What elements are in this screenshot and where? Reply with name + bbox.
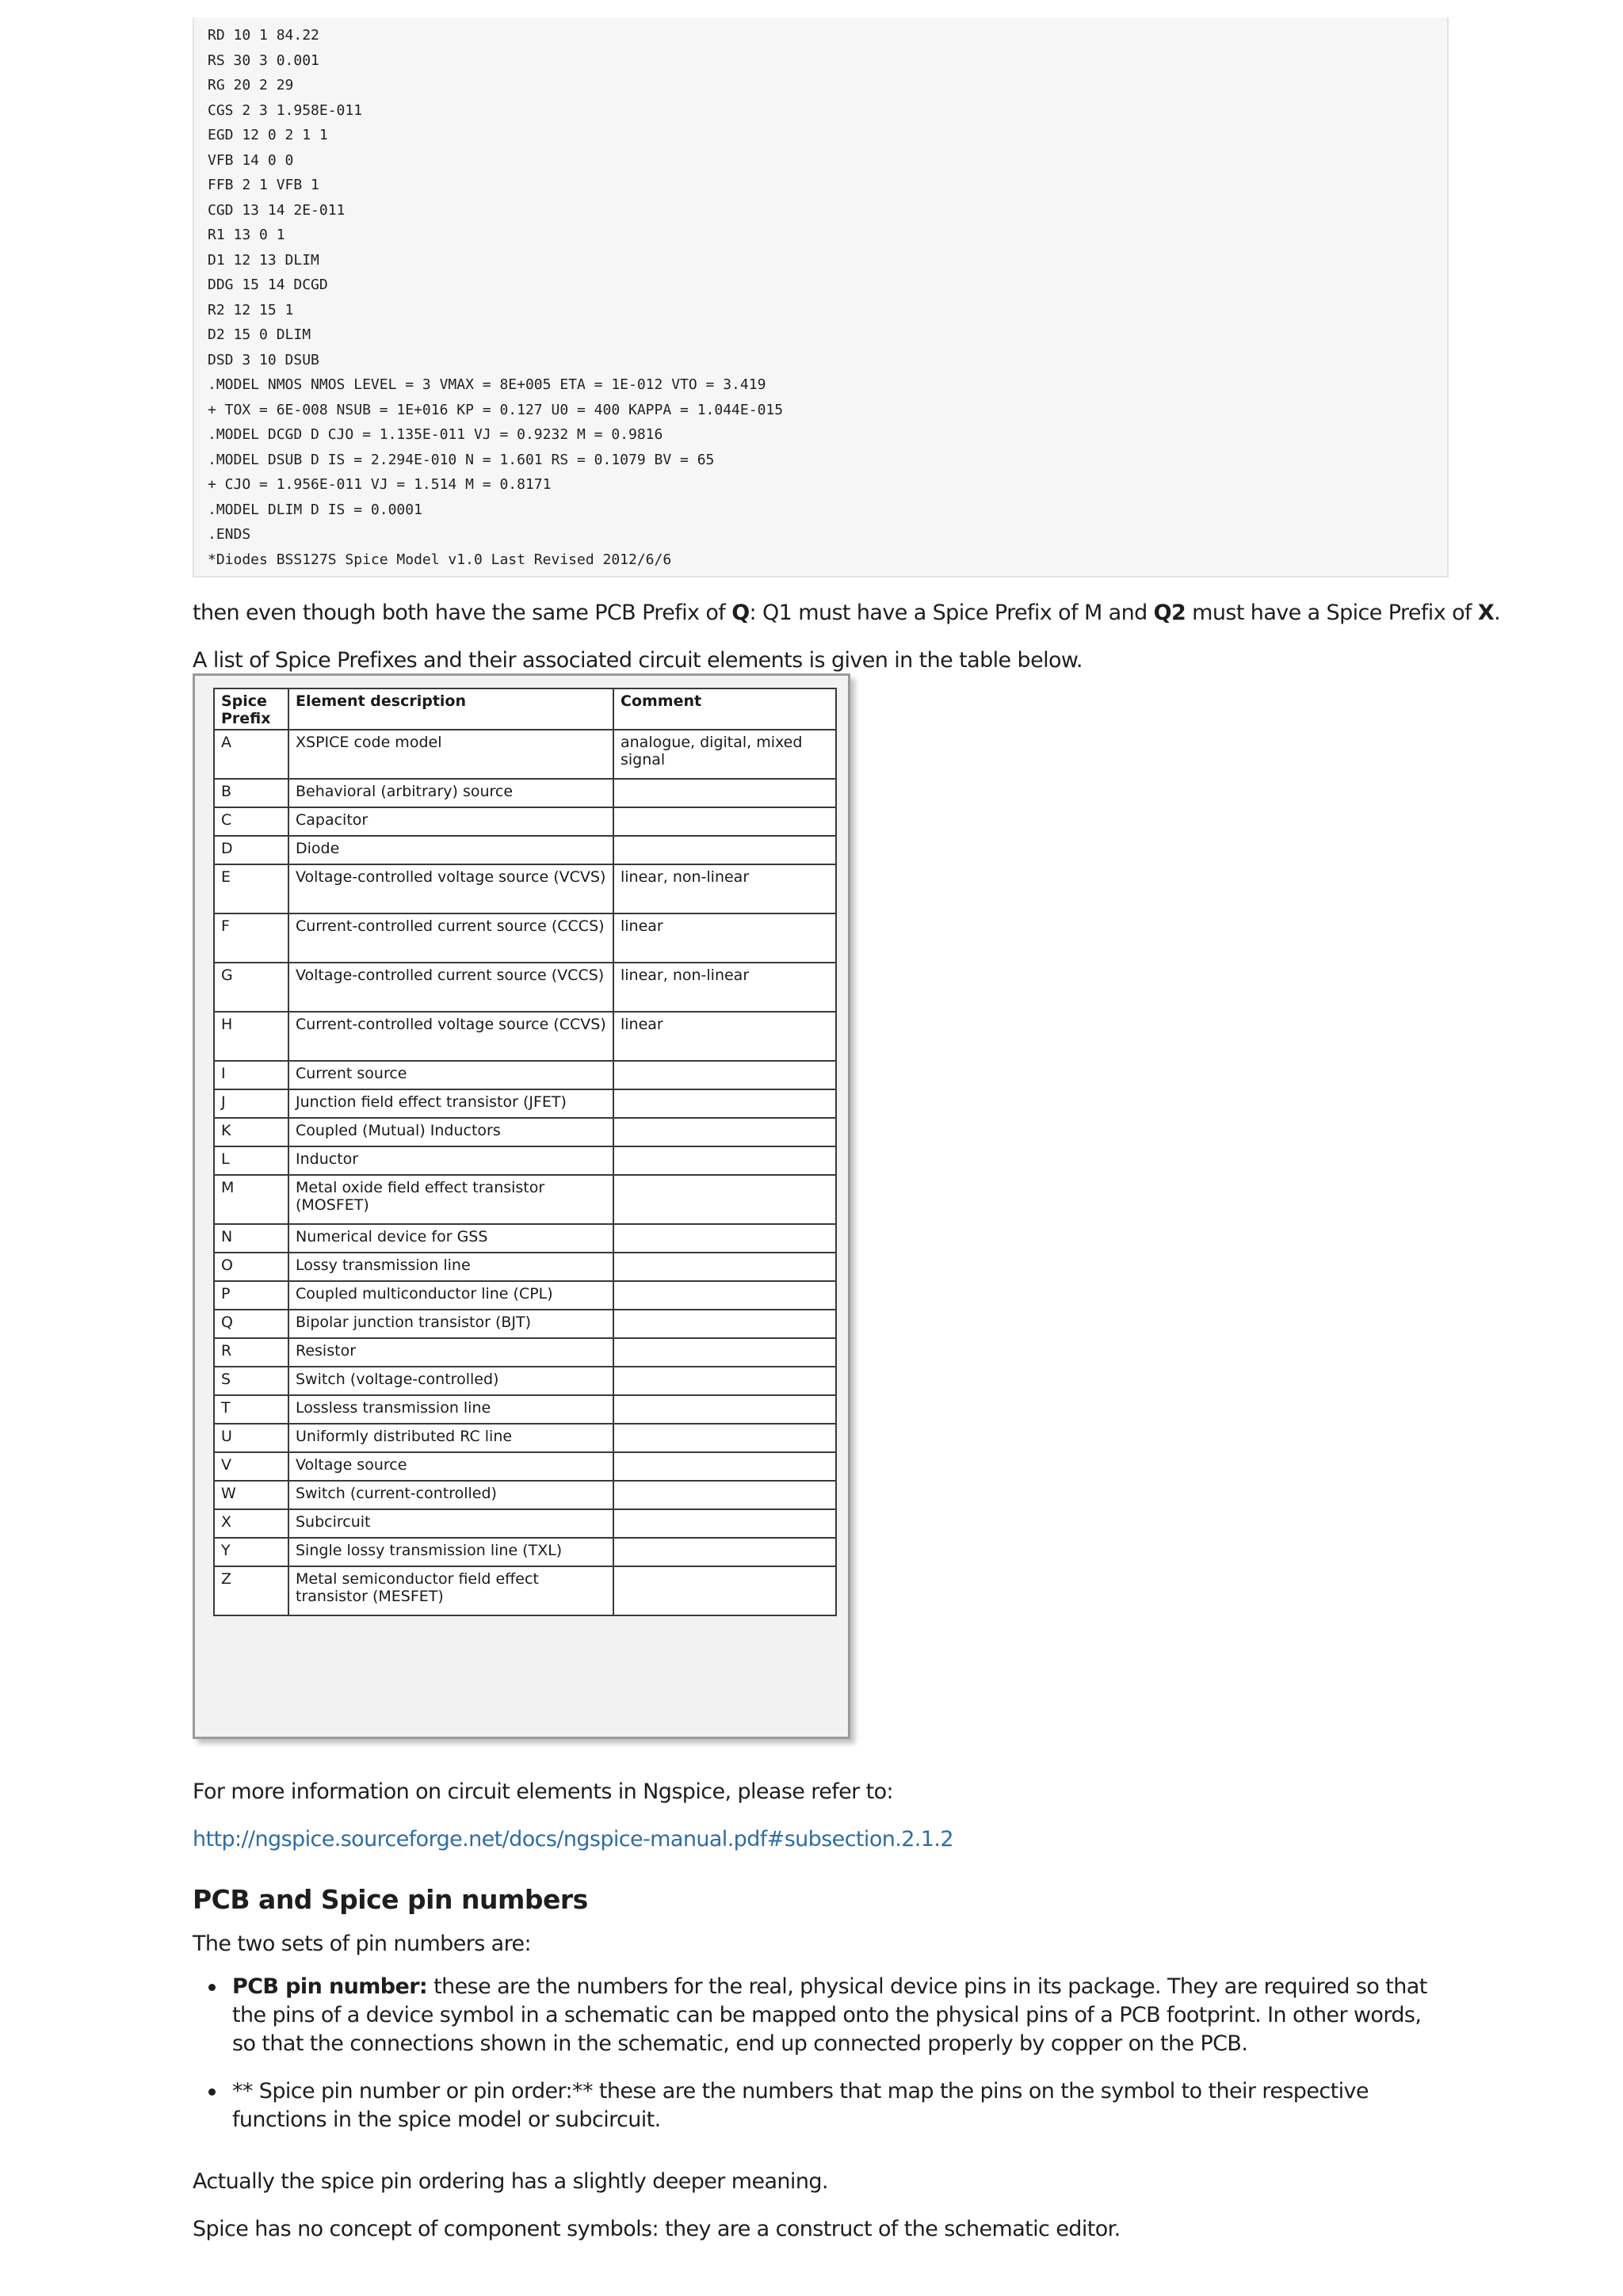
list-item: PCB pin number: these are the numbers for the real, physical device pins in its package. They are required so that the pins of a device symbol in a schematic can be mapped onto the physical pins of a PCB footprint. In other words, so that the connections shown in the schematic, end up connected properly by copper on the PCB.	[193, 1973, 1449, 2058]
comment-cell: analogue, digital, mixed signal	[613, 730, 836, 779]
description-cell: Coupled multiconductor line (CPL)	[288, 1281, 613, 1310]
table-row	[214, 963, 836, 1012]
table-row	[214, 1012, 836, 1061]
comment-cell	[613, 1509, 836, 1538]
spice-code-block	[193, 17, 1449, 578]
comment-cell	[613, 1118, 836, 1146]
comment-cell	[613, 1367, 836, 1395]
table-row	[214, 1481, 836, 1509]
pin-intro: The two sets of pin numbers are:	[193, 1932, 532, 1956]
prefix-cell: R	[214, 1338, 288, 1367]
description-cell: Switch (current-controlled)	[288, 1481, 613, 1509]
prefix-cell: B	[214, 779, 288, 807]
prefix-cell: G	[214, 963, 288, 1012]
table-row	[214, 1061, 836, 1089]
table-row	[214, 1509, 836, 1538]
table-row	[214, 730, 836, 779]
ngspice-manual-link[interactable]: http://ngspice.sourceforge.net/docs/ngspice-manual.pdf#subsection.2.1.2	[193, 1827, 953, 1852]
description-cell: Coupled (Mutual) Inductors	[288, 1118, 613, 1146]
table-row	[214, 1424, 836, 1452]
table-row	[214, 1338, 836, 1367]
prefix-cell: A	[214, 730, 288, 779]
description-cell: Lossy transmission line	[288, 1253, 613, 1281]
table-row	[214, 864, 836, 913]
description-cell: XSPICE code model	[288, 730, 613, 779]
table-row	[214, 1452, 836, 1481]
comment-cell	[613, 1424, 836, 1452]
table-row	[214, 1224, 836, 1253]
prefix-cell: H	[214, 1012, 288, 1061]
prefix-cell: T	[214, 1395, 288, 1424]
comment-cell: linear	[613, 1012, 836, 1061]
prefix-cell: N	[214, 1224, 288, 1253]
description-cell: Current source	[288, 1061, 613, 1089]
prefix-cell: P	[214, 1281, 288, 1310]
table-row	[214, 1281, 836, 1310]
description-cell: Capacitor	[288, 807, 613, 836]
description-cell: Bipolar junction transistor (BJT)	[288, 1310, 613, 1338]
prefix-cell: Z	[214, 1566, 288, 1615]
prefix-cell: U	[214, 1424, 288, 1452]
prefix-cell: C	[214, 807, 288, 836]
comment-cell	[613, 1452, 836, 1481]
table-row	[214, 1118, 836, 1146]
description-cell: Current-controlled voltage source (CCVS)	[288, 1012, 613, 1061]
table-row	[214, 807, 836, 836]
description-cell: Subcircuit	[288, 1509, 613, 1538]
table-body	[214, 730, 836, 1615]
description-cell: Metal semiconductor field effect transistor (MESFET)	[288, 1566, 613, 1615]
description-cell: Voltage-controlled current source (VCCS)	[288, 963, 613, 1012]
description-cell: Current-controlled current source (CCCS)	[288, 913, 613, 963]
description-cell: Inductor	[288, 1146, 613, 1175]
spice-code-text: RD 10 1 84.22 RS 30 3 0.001 RG 20 2 29 CGS 2 3 1.958E-011 EGD 12 0 2 1 1 VFB 14 0 0 FFB 2 1 VFB 1 CGD 13 14 2E-011 R1 13 0 1 D1 12 13 DLIM DDG 15 14 DCGD R2 12 15 1 D2 15 0 DLIM DSD 3 10 DSUB .MODEL NMOS NMOS LEVEL = 3 VMAX = 8E+005 ETA = 1E-012 VTO = 3.419 + TOX = 6E-008 NSUB = 1E+016 KP = 0.127 U0 = 400 KAPPA = 1.044E-015 .MODEL DCGD D CJO = 1.135E-011 VJ = 0.9232 M = 0.9816 .MODEL DSUB D IS = 2.294E-010 N = 1.601 RS = 0.1079 BV = 65 + CJO = 1.956E-011 VJ = 1.514 M = 0.8171 .MODEL DLIM D IS = 0.0001 .ENDS *Diodes BSS127S Spice Model v1.0 Last Revised 2012/6/6	[208, 27, 784, 568]
header-comment: Comment	[613, 688, 836, 730]
prefix-cell: K	[214, 1118, 288, 1146]
prefix-cell: X	[214, 1509, 288, 1538]
comment-cell	[613, 1538, 836, 1566]
prefix-cell: E	[214, 864, 288, 913]
comment-cell	[613, 1146, 836, 1175]
prefix-cell: D	[214, 836, 288, 864]
more-info-text: For more information on circuit elements in Ngspice, please refer to:	[193, 1779, 894, 1804]
para-deeper: Actually the spice pin ordering has a slightly deeper meaning.	[193, 2169, 828, 2194]
table-row	[214, 1538, 836, 1566]
table-row	[214, 913, 836, 963]
description-cell: Diode	[288, 836, 613, 864]
description-cell: Junction field effect transistor (JFET)	[288, 1089, 613, 1118]
ngspice-manual-link-row	[193, 1825, 953, 1854]
section-heading: PCB and Spice pin numbers	[193, 1884, 588, 1915]
comment-cell	[613, 1061, 836, 1089]
comment-cell: linear, non-linear	[613, 963, 836, 1012]
comment-cell	[613, 1224, 836, 1253]
pin-number-list	[193, 1973, 1449, 2153]
table-row	[214, 836, 836, 864]
comment-cell	[613, 836, 836, 864]
comment-cell	[613, 1175, 836, 1224]
comment-cell	[613, 779, 836, 807]
comment-cell: linear	[613, 913, 836, 963]
table-row	[214, 1175, 836, 1224]
header-spice-prefix: Spice Prefix	[214, 688, 288, 730]
description-cell: Lossless transmission line	[288, 1395, 613, 1424]
comment-cell	[613, 1089, 836, 1118]
prefix-cell: F	[214, 913, 288, 963]
prefix-cell: L	[214, 1146, 288, 1175]
prefix-cell: M	[214, 1175, 288, 1224]
table-row	[214, 1253, 836, 1281]
table-row	[214, 779, 836, 807]
para-symbols: Spice has no concept of component symbols: they are a construct of the schematic editor.	[193, 2217, 1121, 2241]
table-row	[214, 1566, 836, 1615]
comment-cell	[613, 1566, 836, 1615]
table-intro: A list of Spice Prefixes and their associated circuit elements is given in the table below.	[193, 648, 1083, 673]
prefix-sentence: then even though both have the same PCB Prefix of Q: Q1 must have a Spice Prefix of M and Q2 must have a Spice Prefix of X.	[193, 601, 1501, 625]
prefix-cell: Q	[214, 1310, 288, 1338]
comment-cell: linear, non-linear	[613, 864, 836, 913]
prefix-cell: Y	[214, 1538, 288, 1566]
prefix-cell: J	[214, 1089, 288, 1118]
comment-cell	[613, 1310, 836, 1338]
description-cell: Switch (voltage-controlled)	[288, 1367, 613, 1395]
comment-cell	[613, 807, 836, 836]
prefix-cell: O	[214, 1253, 288, 1281]
comment-cell	[613, 1281, 836, 1310]
table-row	[214, 1367, 836, 1395]
description-cell: Metal oxide field effect transistor (MOSFET)	[288, 1175, 613, 1224]
table-row	[214, 1395, 836, 1424]
description-cell: Behavioral (arbitrary) source	[288, 779, 613, 807]
table-row	[214, 1310, 836, 1338]
spice-prefix-table	[213, 688, 837, 1616]
header-element-description: Element description	[288, 688, 613, 730]
table-header-row	[214, 688, 836, 730]
description-cell: Numerical device for GSS	[288, 1224, 613, 1253]
prefix-cell: V	[214, 1452, 288, 1481]
bullet-icon	[208, 2088, 216, 2096]
description-cell: Single lossy transmission line (TXL)	[288, 1538, 613, 1566]
comment-cell	[613, 1481, 836, 1509]
comment-cell	[613, 1338, 836, 1367]
prefix-cell: W	[214, 1481, 288, 1509]
list-item: ** Spice pin number or pin order:** these are the numbers that map the pins on the symbol to their respective functions in the spice model or subcircuit.	[193, 2077, 1449, 2134]
comment-cell	[613, 1253, 836, 1281]
spice-prefix-table-image	[193, 673, 850, 1739]
description-cell: Voltage-controlled voltage source (VCVS)	[288, 864, 613, 913]
description-cell: Uniformly distributed RC line	[288, 1424, 613, 1452]
table-row	[214, 1089, 836, 1118]
table-row	[214, 1146, 836, 1175]
description-cell: Resistor	[288, 1338, 613, 1367]
bullet-icon	[208, 1984, 216, 1991]
prefix-cell: I	[214, 1061, 288, 1089]
comment-cell	[613, 1395, 836, 1424]
prefix-cell: S	[214, 1367, 288, 1395]
description-cell: Voltage source	[288, 1452, 613, 1481]
